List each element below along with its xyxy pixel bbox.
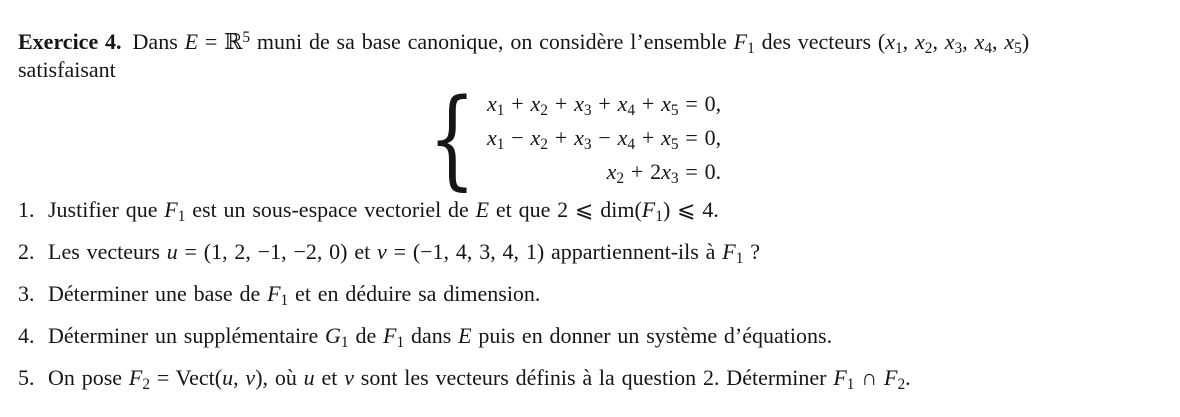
question-item-5 — [18, 364, 1122, 394]
equation-system — [18, 74, 1122, 202]
question-number: 4. — [18, 323, 35, 348]
intro-paragraph — [18, 28, 1122, 84]
question-number: 3. — [18, 281, 35, 306]
question-text: Les vecteurs u = (1, 2, −1, −2, 0) et v = (−1, 4, 3, 4, 1) appartiennent-ils à F1 ? — [48, 239, 760, 268]
equation-row-2: x1 − x2 + x3 − x4 + x5 = 0, — [487, 125, 722, 154]
question-number: 2. — [18, 239, 35, 264]
question-text: Déterminer un supplémentaire G1 de F1 dans E puis en donner un système d’équations. — [48, 323, 833, 352]
question-item-4 — [18, 322, 1122, 352]
question-list — [18, 196, 1122, 394]
equation-row-3: x2 + 2x3 = 0. — [606, 159, 722, 188]
question-item-2 — [18, 238, 1122, 268]
equation-rows — [487, 87, 721, 189]
question-text: Déterminer une base de F1 et en déduire sa dimension. — [48, 281, 541, 310]
question-number: 1. — [18, 197, 35, 222]
intro-line-1: Exercice 4. Dans E = ℝ$^5$ muni de sa base canonique, on considère l’ensemble F1 des vecteurs (x1, x2, x3, x4, x5) — [18, 29, 1030, 58]
question-text: On pose F2 = Vect(u, v), où u et v sont les vecteurs définis à la question 2. Déterminer F1 ∩ F2. — [48, 365, 911, 394]
question-number: 5. — [18, 365, 35, 390]
left-brace: { — [428, 74, 476, 202]
equation-row-1: x1 + x2 + x3 + x4 + x5 = 0, — [487, 91, 722, 120]
question-item-1 — [18, 196, 1122, 226]
intro-line-2: satisfaisant — [18, 57, 116, 82]
question-text: Justifier que F1 est un sous-espace vectoriel de E et que 2 ⩽ dim(F1) ⩽ 4. — [48, 197, 719, 226]
question-item-3 — [18, 280, 1122, 310]
